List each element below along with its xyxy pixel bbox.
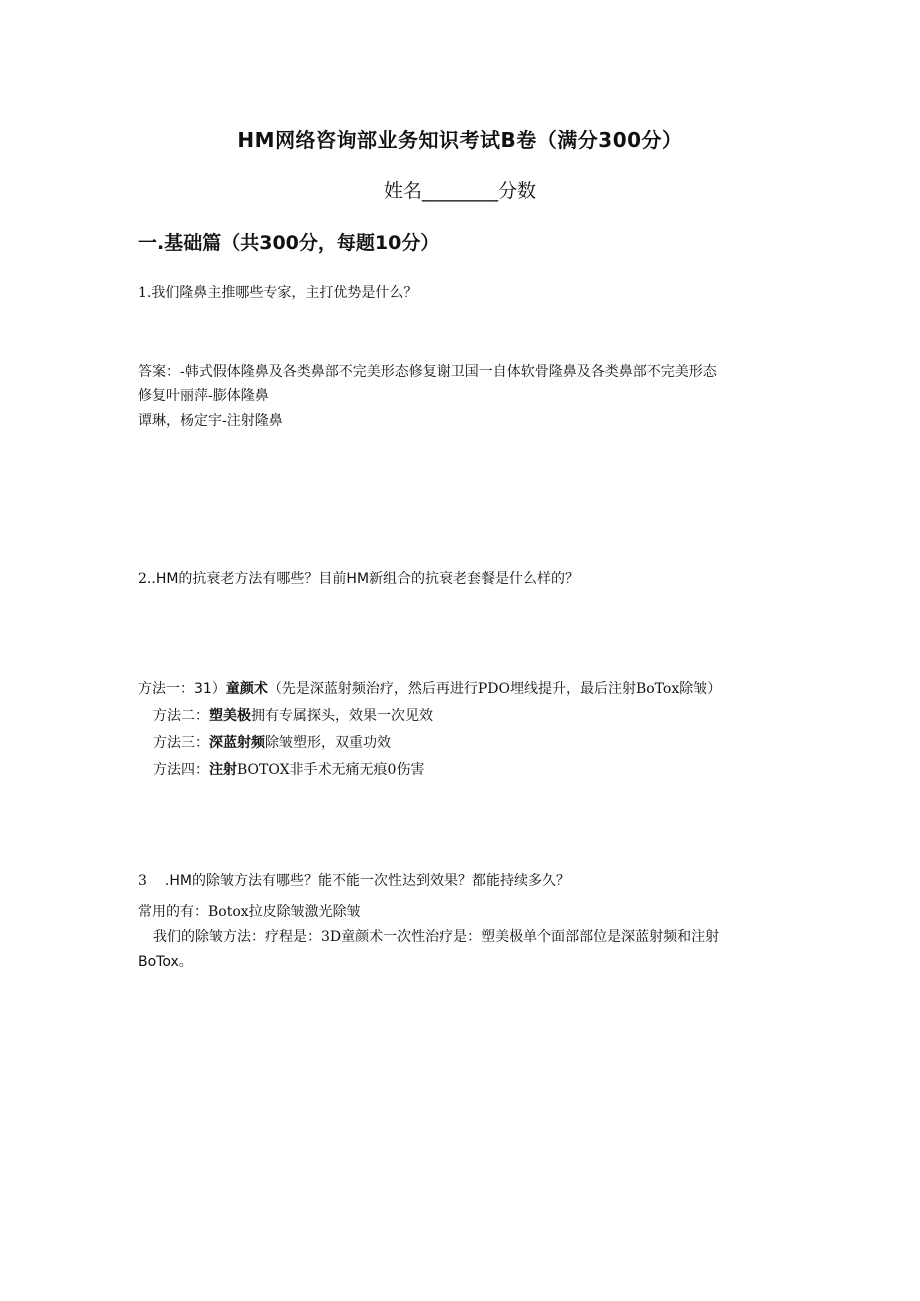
answer-1-line-3: 谭琳，杨定宇-注射隆鼻	[138, 413, 283, 429]
method-1-prefix: 方法一：	[138, 681, 194, 697]
question-2	[138, 568, 579, 588]
question-3-number: 3	[138, 873, 147, 889]
question-3-text: .HM的除皱方法有哪些？能不能一次性达到效果？都能持续多久？	[164, 873, 570, 889]
method-4-prefix: 方法四：	[153, 762, 209, 778]
method-3	[153, 732, 391, 752]
method-2	[153, 705, 433, 725]
section-heading: 一.基础篇（共300分，每题10分）	[138, 232, 440, 254]
method-4-name: 注射	[209, 762, 237, 778]
question-1	[138, 282, 417, 302]
exam-title: HM网络咨询部业务知识考试B卷（满分300分）	[237, 128, 683, 152]
method-3-desc: 除皱塑形，双重功效	[265, 735, 391, 751]
answer-3-line-1: 常用的有：Botox拉皮除皱激光除皱	[138, 904, 361, 920]
method-4-desc: BOTOX非手术无痛无痕0伤害	[237, 762, 425, 778]
answer-3-line-3: BoTox。	[138, 954, 193, 970]
method-4	[153, 759, 424, 779]
answer-1-line-2: 修复叶丽萍-膨体隆鼻	[138, 388, 269, 404]
question-2-number: 2..	[138, 571, 156, 587]
question-1-number: 1.	[138, 285, 152, 301]
method-2-desc: 拥有专属探头，效果一次见效	[251, 708, 433, 724]
question-2-text: HM的抗衰老方法有哪些？目前HM新组合的抗衰老套餐是什么样的？	[155, 571, 580, 587]
question-3	[138, 870, 570, 890]
method-3-name: 深蓝射频	[209, 735, 265, 751]
method-1-name: 童颜术	[225, 681, 268, 697]
answer-3-line-2: 我们的除皱方法：疗程是：3D童颜术一次性治疗是：塑美极单个面部部位是深蓝射频和注射	[153, 929, 720, 945]
method-1	[138, 678, 721, 698]
method-1-code: 31）	[194, 681, 226, 697]
method-1-desc: （先是深蓝射频治疗，然后再进行PDO埋线提升，最后注射BoTox除皱）	[267, 681, 722, 697]
name-score-line: 姓名________分数	[383, 180, 536, 202]
method-2-prefix: 方法二：	[153, 708, 209, 724]
method-2-name: 塑美极	[209, 708, 251, 724]
question-1-text: 我们隆鼻主推哪些专家，主打优势是什么？	[151, 285, 418, 301]
answer-1-line-1: 答案：-韩式假体隆鼻及各类鼻部不完美形态修复谢卫国一自体软骨隆鼻及各类鼻部不完美形态	[138, 364, 717, 380]
method-3-prefix: 方法三：	[153, 735, 209, 751]
